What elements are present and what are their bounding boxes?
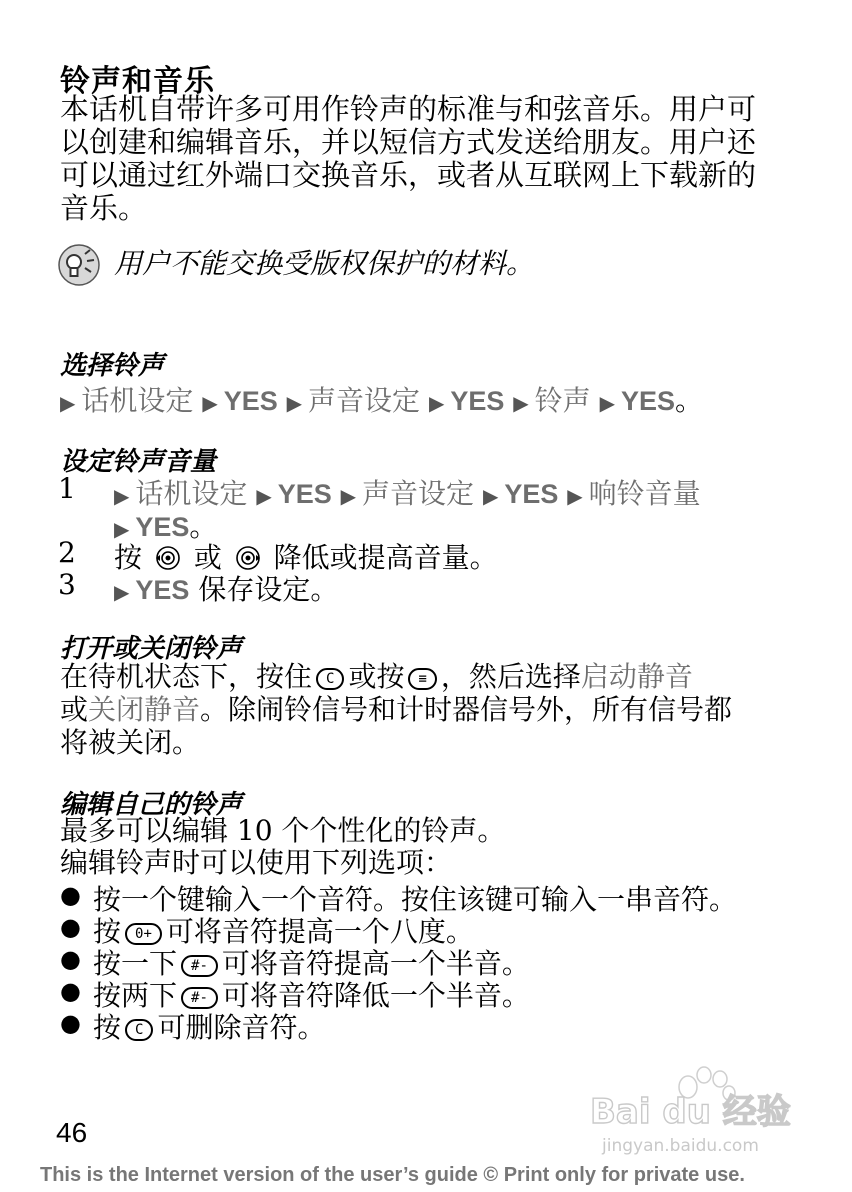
text-line: 编辑铃声时可以使用下列选项： [60, 846, 453, 879]
text-line [60, 660, 800, 693]
menu-step: 声音设定 [362, 477, 475, 510]
menu-step: 话机设定 [135, 477, 248, 510]
tip-icon [57, 243, 101, 287]
yes-key-label: YES [135, 575, 190, 605]
text-fragment: 按 [93, 915, 122, 948]
section-heading-compose: 编辑自己的铃声 [60, 790, 243, 820]
option-silent-off: 关闭静音 [88, 693, 201, 726]
step-number: 2 [58, 536, 76, 569]
arrow-right-icon: ▶ [60, 391, 76, 415]
menu-step: 话机设定 [81, 384, 194, 417]
step-number: 3 [58, 568, 76, 601]
menu-step: 铃声 [534, 384, 591, 417]
note-text: 用户不能交换受版权保护的材料。 [114, 247, 535, 280]
text-fragment: 可将音符提高一个八度。 [165, 915, 474, 948]
section-heading-volume: 设定铃声音量 [60, 447, 217, 477]
bullet-icon: ● [60, 881, 81, 909]
arrow-right-icon: ▶ [567, 484, 583, 508]
text-fragment: 或 [60, 693, 89, 726]
arrow-right-icon: ▶ [599, 391, 615, 415]
page-title: 铃声和音乐 [60, 64, 215, 99]
text-fragment: 或按 [348, 660, 405, 693]
compose-paragraph [60, 815, 800, 879]
period: 。 [189, 510, 218, 543]
mute-paragraph [60, 660, 800, 759]
arrow-right-icon: ▶ [256, 484, 272, 508]
arrow-right-icon: ▶ [114, 517, 130, 541]
watermark-brand: Bai du 经验 [590, 1092, 791, 1132]
page-number: 46 [56, 1117, 88, 1148]
step-number: 1 [58, 472, 76, 505]
step-text: 保存设定。 [198, 573, 339, 606]
clear-key-icon: C [125, 1019, 153, 1041]
yes-key-label: YES [450, 386, 505, 416]
arrow-right-icon: ▶ [202, 391, 218, 415]
baidu-watermark [584, 1065, 799, 1160]
text-line [60, 693, 800, 726]
step-text: 按 [114, 541, 143, 574]
text-fragment: 按一下 [93, 947, 178, 980]
text-fragment: 可将音符提高一个半音。 [221, 947, 530, 980]
bullet-icon: ● [60, 977, 81, 1005]
step-3-text [114, 568, 338, 608]
zero-plus-key-icon: 0+ [125, 923, 162, 945]
menu-step: 声音设定 [308, 384, 421, 417]
text-fragment: 按 [93, 1011, 122, 1044]
text-fragment: 可将音符降低一个半音。 [221, 979, 530, 1012]
yes-key-label: YES [277, 479, 332, 509]
intro-line: 可以通过红外端口交换音乐，或者从互联网上下载新的 [60, 158, 757, 192]
text-fragment: ，然后选择 [440, 660, 581, 693]
arrow-right-icon: ▶ [428, 391, 445, 415]
option-silent-on: 启动静音 [580, 660, 693, 693]
period: 。 [675, 384, 704, 417]
bullet-icon: ● [60, 945, 81, 973]
hash-key-icon: #- [181, 955, 218, 977]
nav-path-select-ringtone [60, 379, 703, 419]
section-heading-select-ringtone: 选择铃声 [60, 351, 165, 381]
list-item [93, 1006, 325, 1046]
intro-paragraph [60, 93, 800, 225]
section-heading-mute: 打开或关闭铃声 [60, 634, 243, 664]
list-item: 按一个键输入一个音符。按住该键可输入一串音符。 [93, 883, 738, 916]
footer-disclaimer: This is the Internet version of the user’s guide © Print only for private use. [40, 1164, 745, 1186]
text-fragment: 按两下 [93, 979, 178, 1012]
arrow-right-icon: ▶ [286, 391, 303, 415]
arrow-right-icon: ▶ [114, 580, 130, 604]
intro-line: 音乐。 [60, 191, 148, 225]
text-fragment: 可删除音符。 [157, 1011, 326, 1044]
clear-key-icon: C [316, 668, 344, 690]
bullet-icon: ● [60, 1009, 81, 1037]
watermark-url: jingyan.baidu.com [602, 1136, 759, 1156]
step-text: 或 [193, 541, 222, 574]
arrow-right-icon: ▶ [340, 484, 357, 508]
yes-key-label: YES [504, 479, 559, 509]
hash-key-icon: #- [181, 987, 218, 1009]
arrow-right-icon: ▶ [114, 484, 130, 508]
yes-key-label: YES [223, 386, 278, 416]
arrow-right-icon: ▶ [513, 391, 529, 415]
arrow-right-icon: ▶ [482, 484, 499, 508]
menu-key-icon: ≡ [408, 668, 436, 690]
yes-key-label: YES [620, 386, 676, 416]
menu-step: 响铃音量 [588, 477, 701, 510]
intro-line: 以创建和编辑音乐，并以短信方式发送给朋友。用户还 [60, 125, 757, 159]
intro-line: 本话机自带许多可用作铃声的标准与和弦音乐。用户可 [60, 92, 757, 126]
text-line: 最多可以编辑 10 个个性化的铃声。 [60, 814, 506, 847]
bullet-icon: ● [60, 913, 81, 941]
step-text: 降低或提高音量。 [273, 541, 498, 574]
text-fragment: 在待机状态下，按住 [60, 660, 313, 693]
text-fragment: 。除闹铃信号和计时器信号外，所有信号都 [200, 693, 733, 726]
text-line: 将被关闭。 [60, 726, 201, 759]
yes-key-label: YES [135, 512, 190, 542]
